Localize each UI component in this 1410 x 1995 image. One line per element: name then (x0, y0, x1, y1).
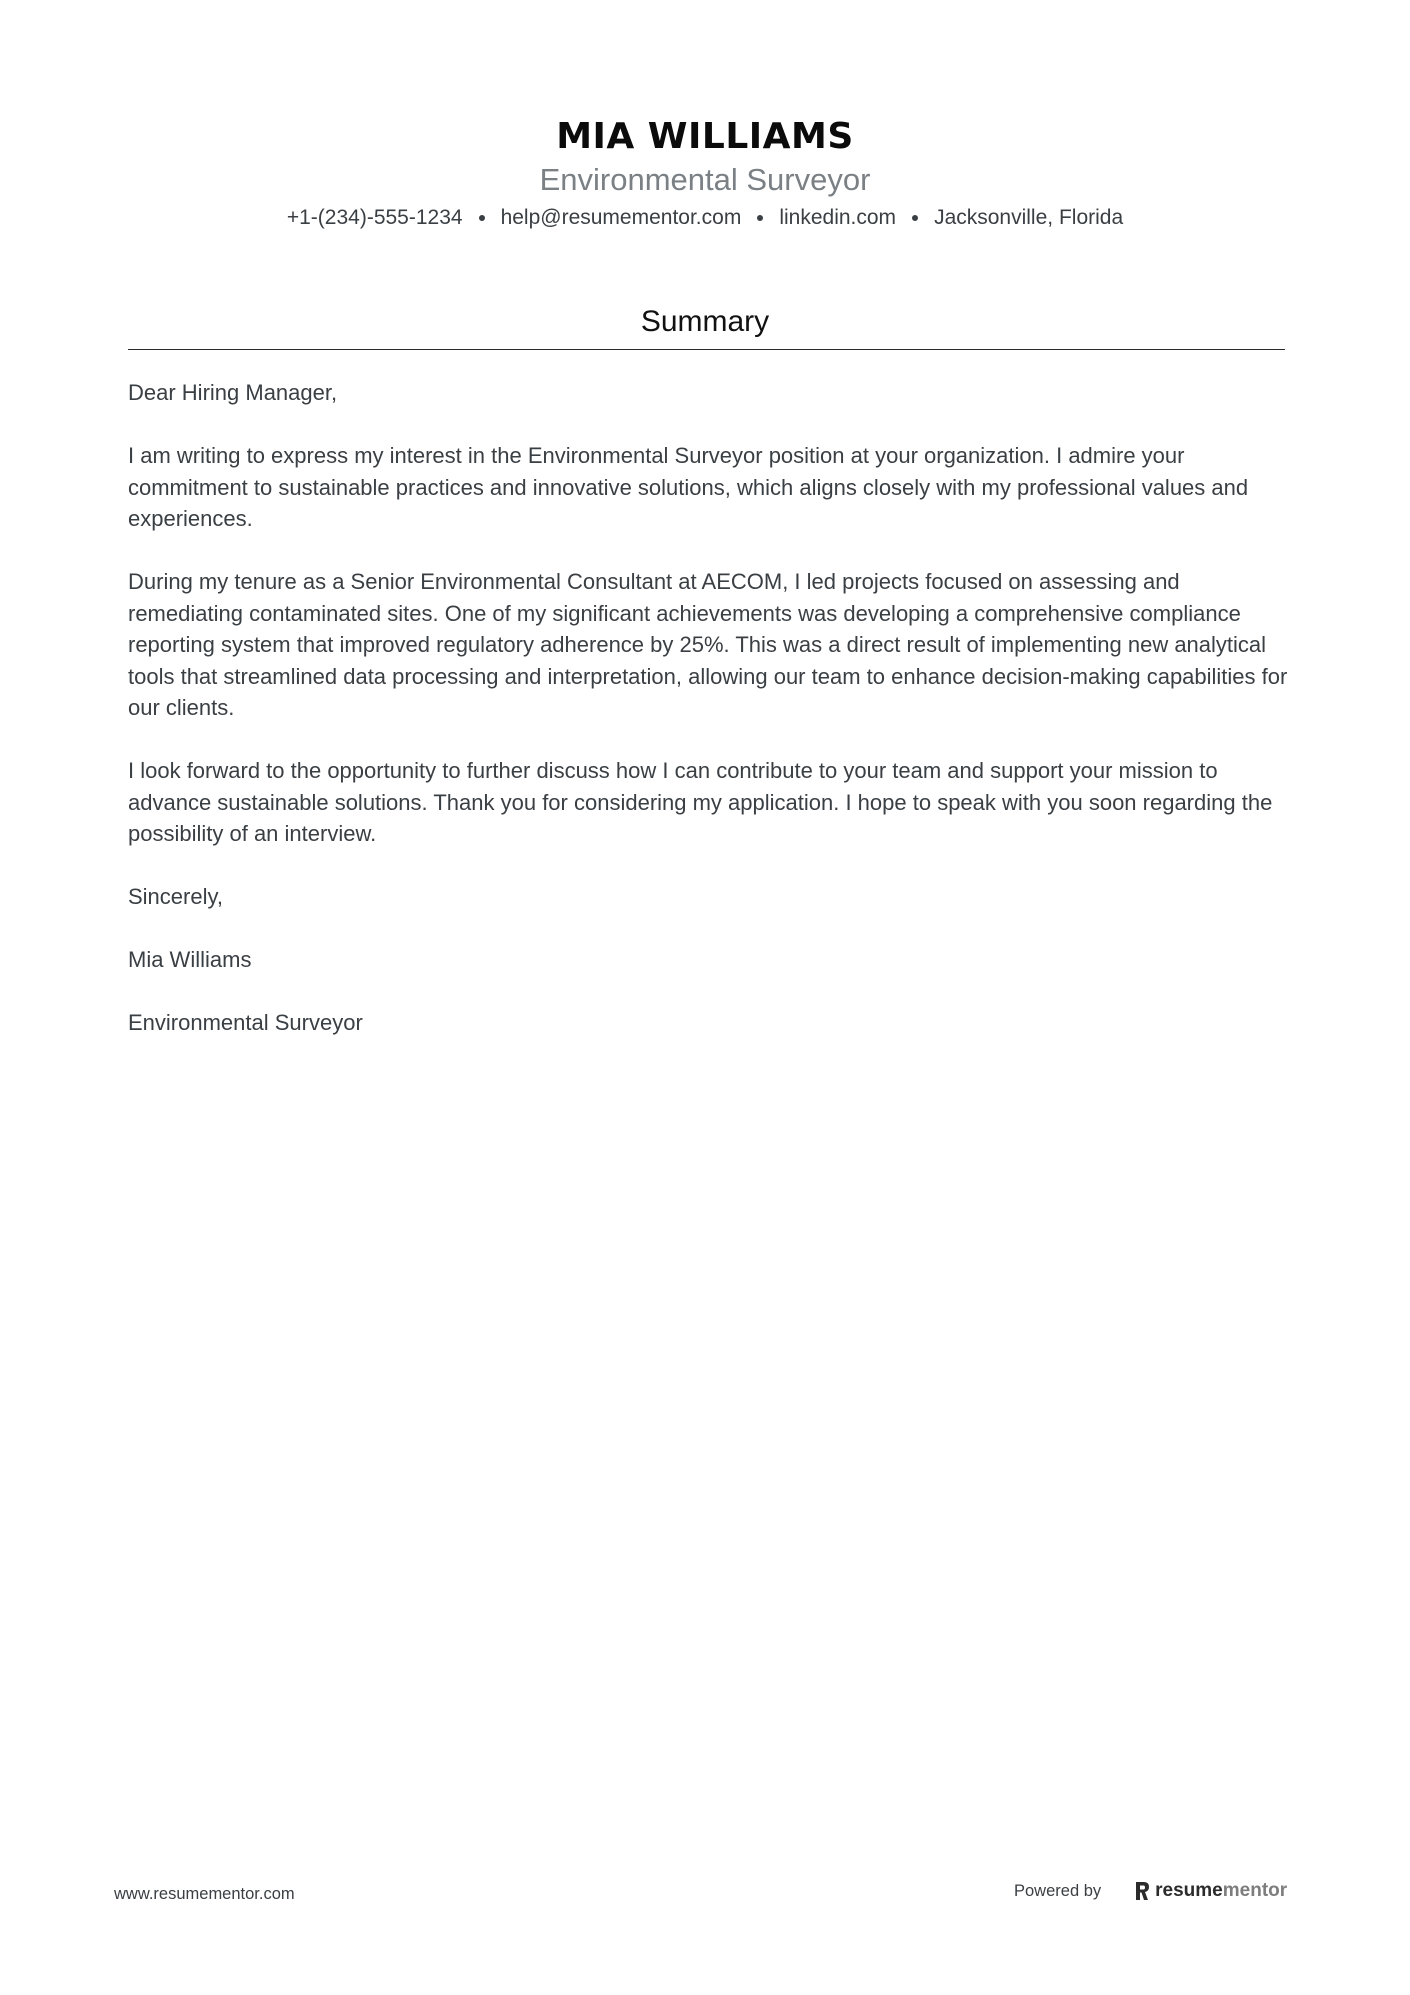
footer-website: www.resumementor.com (114, 1885, 295, 1903)
resume-header (0, 112, 1410, 232)
letter-paragraph-2: During my tenure as a Senior Environmental Consultant at AECOM, I led projects focused on assessing and remediating contaminated sites. One of my significant achievements was developing a comprehensive compliance reporting system that improved regulatory adherence by 25%. This was a direct result of implementing new analytical tools that streamlined data processing and interpretation, allowing our team to enhance decision-making capabilities for our clients. (128, 569, 1288, 720)
brand-name-part1: resume (1155, 1880, 1223, 1901)
section-title-summary: Summary (640, 305, 770, 338)
powered-by-label: Powered by (1014, 1881, 1102, 1900)
contact-email: help@resumementor.com (500, 206, 742, 229)
bullet-separator-icon (912, 215, 918, 221)
cover-letter-body (128, 377, 1288, 1070)
letter-closing: Sincerely, (128, 884, 223, 909)
signature-title: Environmental Surveyor (128, 1010, 363, 1035)
resumementor-logo-icon (1133, 1880, 1151, 1902)
footer-powered-by (1014, 1880, 1287, 1902)
candidate-title: Environmental Surveyor (539, 162, 871, 197)
brand-logo (1133, 1880, 1287, 1902)
contact-line (0, 204, 1410, 232)
letter-greeting: Dear Hiring Manager, (128, 380, 338, 405)
letter-paragraph-3: I look forward to the opportunity to further discuss how I can contribute to your team and support your mission to advance sustainable solutions. Thank you for considering my application. I hope to speak with you soon regarding the possibility of an interview. (128, 758, 1273, 846)
candidate-name: MIA WILLIAMS (556, 116, 854, 157)
contact-phone: +1-(234)-555-1234 (286, 206, 463, 229)
contact-location: Jacksonville, Florida (934, 206, 1124, 229)
signature-name: Mia Williams (128, 947, 252, 972)
contact-linkedin: linkedin.com (779, 206, 897, 229)
letter-paragraph-1: I am writing to express my interest in the Environmental Surveyor position at your organization. I admire your commitment to sustainable practices and innovative solutions, which aligns closely with my professional values and experiences. (128, 443, 1249, 531)
bullet-separator-icon (757, 215, 763, 221)
brand-name-part2: mentor (1222, 1880, 1288, 1901)
section-divider (128, 349, 1285, 350)
bullet-separator-icon (479, 215, 485, 221)
